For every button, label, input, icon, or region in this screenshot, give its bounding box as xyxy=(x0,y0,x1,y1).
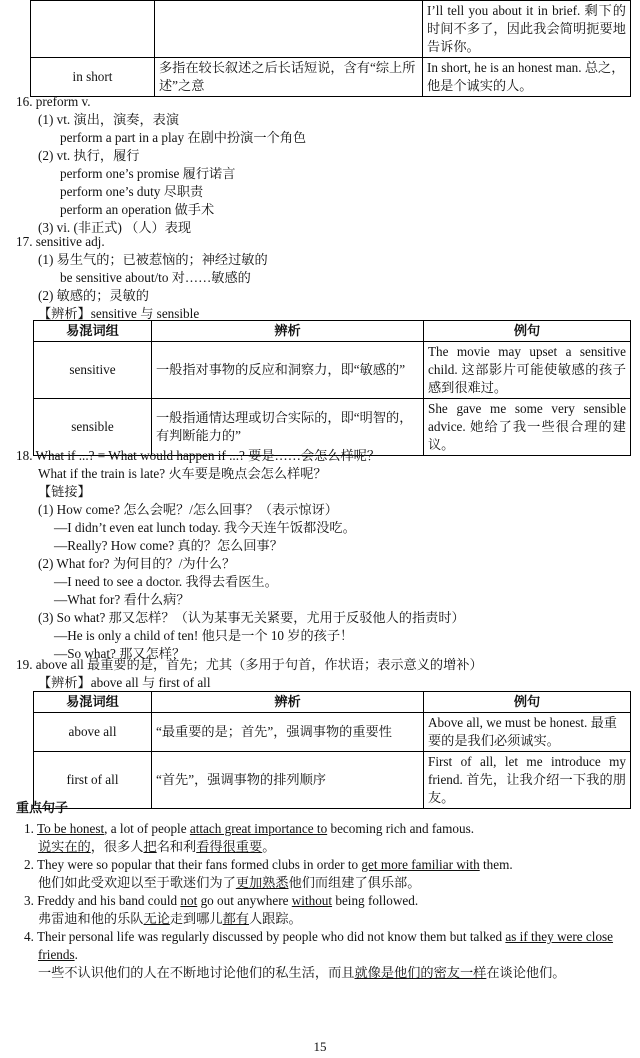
dialog-line: —What for? 看什么病？ xyxy=(54,592,190,607)
table-cell: sensible xyxy=(34,399,152,456)
sense-line: (2) vt. 执行，履行 xyxy=(38,148,140,163)
example-line: What if the train is late? 火车要是晚点会怎么样呢？ xyxy=(38,466,327,481)
dialog-line: —I need to see a doctor. 我得去看医生。 xyxy=(54,574,278,589)
example-line: perform one’s duty 尽职责 xyxy=(60,184,204,199)
table-header-row xyxy=(34,692,631,713)
entry-16 xyxy=(16,93,630,237)
example-line: perform an operation 做手术 xyxy=(60,202,215,217)
sense-line: (2) What for? 为何目的？/为什么？ xyxy=(38,556,236,571)
dialog-line: —He is only a child of ten! 他只是一个 10 岁的孩子！ xyxy=(54,628,354,643)
column-header: 辨析 xyxy=(152,321,424,342)
dialog-line: —So what? 那又怎样？ xyxy=(54,646,186,661)
analysis-tag: 【辨析】above all 与 first of all xyxy=(38,675,211,690)
key-sentence-1: 1. To be honest, a lot of people attach great importance to becoming rich and famous. 说实在的，很多人把名和利看得很重要。 xyxy=(24,821,475,854)
table-header-row xyxy=(34,321,631,342)
table-row xyxy=(31,1,631,58)
table-row xyxy=(31,58,631,97)
key-sentence-2: 2. They were so popular that their fans formed clubs in order to get more familiar with them. 他们如此受欢迎以至于歌迷们为了更加熟悉他们而组建了俱乐部。 xyxy=(24,857,513,890)
table-cell: The movie may upset a sensitive child. 这部影片可能使敏感的孩子感到很难过。 xyxy=(424,342,631,399)
example-line: be sensitive about/to 对……敏感的 xyxy=(60,270,251,285)
entry-heading: 17. sensitive adj. xyxy=(16,234,105,249)
sense-line: (1) 易生气的；已被惹恼的；神经过敏的 xyxy=(38,252,268,267)
table-cell: I’ll tell you about it in brief. 剩下的时间不多了，因此我会简明扼要地告诉你。 xyxy=(423,1,631,58)
column-header: 辨析 xyxy=(152,692,424,713)
table-cell: “最重要的是；首先”，强调事物的重要性 xyxy=(152,713,424,752)
table-cell: Above all, we must be honest. 最重要的是我们必须诚实。 xyxy=(424,713,631,752)
entry-18 xyxy=(16,447,630,663)
table-cell: 一般指对事物的反应和洞察力，即“敏感的” xyxy=(152,342,424,399)
analysis-tag: 【辨析】sensitive 与 sensible xyxy=(38,306,200,321)
comparison-table-above-all xyxy=(33,691,631,809)
table-cell: above all xyxy=(34,713,152,752)
sense-line: (1) vt. 演出，演奏，表演 xyxy=(38,112,180,127)
table-cell: 一般指通情达理或切合实际的，即“明智的，有判断能力的” xyxy=(152,399,424,456)
comparison-table-brief xyxy=(30,0,631,97)
column-header: 例句 xyxy=(424,692,631,713)
entry-19 xyxy=(16,656,630,692)
sense-line: (3) vi. (非正式) （人）表现 xyxy=(38,220,192,235)
sense-line: (3) So what? 那又怎样？（认为某事无关紧要，尤用于反驳他人的指责时） xyxy=(38,610,465,625)
table-cell: In short, he is an honest man. 总之，他是个诚实的人。 xyxy=(423,58,631,97)
table-cell: in short xyxy=(31,58,155,97)
page-number: 15 xyxy=(313,1039,327,1054)
sense-line: (1) How come? 怎么会呢？/怎么回事？（表示惊讶） xyxy=(38,502,338,517)
table-row xyxy=(34,713,631,752)
table-cell: 多指在较长叙述之后长话短说，含有“综上所述”之意 xyxy=(155,58,423,97)
key-sentences xyxy=(16,800,630,982)
table-row xyxy=(34,342,631,399)
key-sentence-4: 4. Their personal life was regularly discussed by people who did not know them but talked as if they were close friends. 一些不认识他们的人在不断地讨论他们的私生活，而且就像是他们的密友一样在谈论他们。 xyxy=(24,929,614,980)
section-title: 重点句子 xyxy=(16,801,69,816)
dialog-line: —Really? How come? 真的？怎么回事？ xyxy=(54,538,283,553)
table-cell: She gave me some very sensible advice. 她给了我一些很合理的建议。 xyxy=(424,399,631,456)
column-header: 易混词组 xyxy=(34,692,152,713)
entry-17 xyxy=(16,233,630,323)
column-header: 例句 xyxy=(424,321,631,342)
comparison-table-sensitive xyxy=(33,320,631,456)
table-cell: first of all xyxy=(34,752,152,809)
entry-heading: 16. preform v. xyxy=(16,94,91,109)
example-line: perform one’s promise 履行诺言 xyxy=(60,166,236,181)
entry-heading: 19. above all 最重要的是，首先；尤其（多用于句首，作状语；表示意义的增补） xyxy=(16,657,483,672)
example-line: perform a part in a play 在剧中扮演一个角色 xyxy=(60,130,307,145)
link-tag: 【链接】 xyxy=(38,484,91,499)
sense-line: (2) 敏感的；灵敏的 xyxy=(38,288,149,303)
entry-heading: 18. What if ...? = What would happen if ...? 要是……会怎么样呢？ xyxy=(16,448,381,463)
column-header: 易混词组 xyxy=(34,321,152,342)
table-cell: First of all, let me introduce my friend. 首先，让我介绍一下我的朋友。 xyxy=(424,752,631,809)
table-cell: sensitive xyxy=(34,342,152,399)
key-sentence-3: 3. Freddy and his band could not go out anywhere without being followed. 弗雷迪和他的乐队无论走到哪儿都有人跟踪。 xyxy=(24,893,419,926)
dialog-line: —I didn’t even eat lunch today. 我今天连午饭都没吃。 xyxy=(54,520,356,535)
table-cell: “首先”，强调事物的排列顺序 xyxy=(152,752,424,809)
